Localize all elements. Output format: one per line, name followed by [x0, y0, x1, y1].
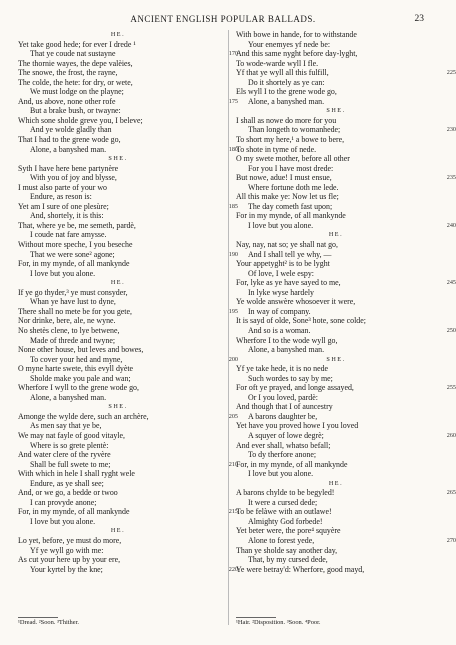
footnote-rule-right: [236, 617, 276, 618]
line-text: But nowe, adue! I must ensue,: [236, 173, 332, 183]
verse-line: [236, 288, 436, 298]
line-text: The day cometh fast upon;: [248, 201, 333, 211]
line-text: Amonge the wylde dere, such an archère,: [18, 411, 149, 421]
line-text: Or I you loved, pardè:: [248, 392, 318, 402]
verse-line: [18, 201, 238, 212]
verse-line: [18, 374, 218, 384]
verse-line: [236, 259, 436, 269]
verse-line: [18, 40, 218, 50]
verse-line: [236, 183, 436, 193]
line-text: For, in my mynde, of all mankynde: [18, 259, 130, 269]
speaker-label: [18, 402, 218, 412]
line-text: Nay, nay, nat so; ye shall nat go,: [236, 240, 338, 250]
line-text: And though that I of auncestry: [236, 402, 333, 412]
line-number: 195: [228, 307, 238, 315]
line-text: Of love, I wele espy:: [248, 268, 314, 278]
verse-line: [236, 297, 436, 307]
line-text: I love but you alone.: [30, 268, 96, 278]
line-text: It were a cursed dede;: [248, 497, 318, 507]
line-text: O my swete mother, before all other: [236, 154, 350, 164]
left-column: [18, 30, 238, 574]
line-text: For, in my mynde, of all mankynde: [18, 507, 130, 517]
line-text: And I shall tell ye why, —: [248, 249, 332, 259]
verse-line: [18, 59, 218, 69]
verse-line: [236, 316, 436, 326]
verse-line: [18, 211, 218, 221]
verse-line: [236, 307, 436, 317]
verse-line: [18, 546, 218, 556]
page-number: 23: [414, 14, 424, 24]
verse-line: [18, 173, 218, 183]
line-text: Alone, a banyshed man.: [30, 392, 107, 402]
line-text: There shall no mete be for you gete,: [18, 306, 132, 316]
verse-line: [236, 173, 456, 183]
line-text: That ye coude nat sustayne: [30, 49, 116, 59]
line-text: Where is so grete plentè:: [30, 440, 109, 450]
verse-line: [18, 316, 218, 326]
line-text: Endure, as ye shall see;: [30, 478, 104, 488]
verse-line: [18, 49, 238, 59]
line-number: 255: [446, 384, 456, 392]
line-text: Do it shortely as ye can:: [248, 77, 325, 87]
line-text: As men say that ye be,: [30, 421, 102, 431]
line-text: A squyer of lowe degrè;: [248, 430, 324, 440]
line-text: Yet beter were, the pore⁴ squyère: [236, 526, 341, 536]
verse-line: [236, 498, 436, 508]
speaker-label: [236, 106, 436, 116]
verse-line: [236, 30, 436, 40]
verse-line: [236, 192, 436, 202]
line-text: And this same nyght before day-lyght,: [236, 49, 358, 59]
line-number: 190: [228, 250, 238, 258]
line-text: Without more speche, I you beseche: [18, 240, 133, 250]
line-text: HE.: [328, 231, 344, 239]
line-text: We must lodge on the playne;: [30, 87, 124, 97]
verse-line: [236, 164, 436, 174]
verse-line: [18, 288, 218, 298]
line-text: I shall as nowe do more for you: [236, 115, 337, 125]
running-title: ANCIENT ENGLISH POPULAR BALLADS.: [130, 14, 316, 24]
line-text: For, in my mynde, of all mankynde: [236, 459, 348, 469]
line-text: I must also parte of your wo: [18, 182, 107, 192]
line-text: HE.: [328, 479, 344, 487]
line-text: For oft ye prayed, and longe assayed,: [236, 383, 354, 393]
line-text: I can provyde anone;: [30, 497, 97, 507]
line-text: Alone, a banyshed man.: [248, 345, 325, 355]
line-text: Such wordes to say by me;: [248, 373, 333, 383]
verse-line: [236, 383, 456, 393]
verse-line: [236, 535, 456, 546]
verse-line: [18, 421, 218, 431]
line-text: It is sayd of olde, Sone³ hote, sone colde;: [236, 316, 366, 326]
verse-line: [18, 96, 238, 107]
line-text: The thornie wayes, the depe valèies,: [18, 58, 133, 68]
line-text: The snowe, the frost, the rayne,: [18, 68, 118, 78]
verse-line: [236, 460, 436, 470]
line-text: Yf ye wyll go with me:: [30, 545, 104, 555]
line-number: 250: [446, 326, 456, 334]
line-text: Syth I have here bene partynère: [18, 163, 119, 173]
verse-line: [236, 441, 436, 451]
line-text: No shetès clene, to lye betwene,: [18, 325, 120, 335]
verse-line: [236, 250, 436, 260]
line-text: I love but you alone.: [248, 469, 314, 479]
line-text: O myne harte swete, this evyll dyète: [18, 364, 134, 374]
line-number: 235: [446, 174, 456, 182]
speaker-label: [236, 230, 436, 240]
line-text: SHE.: [108, 403, 128, 411]
verse-line: [18, 555, 218, 565]
line-number: 170: [228, 50, 238, 58]
line-number: 225: [446, 69, 456, 77]
speaker-label: [18, 30, 218, 40]
verse-line: [18, 326, 218, 336]
line-text: Endure, as reson is:: [30, 192, 92, 202]
page-header: [0, 14, 446, 28]
line-text: Made of threde and twyne;: [30, 335, 116, 345]
verse-line: [236, 555, 436, 565]
speaker-label: [18, 278, 218, 288]
verse-line: [236, 374, 436, 384]
verse-line: [236, 97, 436, 107]
line-text: Where fortune doth me lede.: [248, 182, 339, 192]
speaker-label: [18, 526, 218, 536]
line-text: And water clere of the ryvère: [18, 450, 111, 460]
verse-line: [18, 240, 218, 250]
verse-line: [236, 135, 436, 145]
column-divider: [228, 30, 229, 625]
line-number: 270: [446, 536, 456, 544]
line-text: SHE.: [326, 355, 346, 363]
verse-line: [236, 526, 436, 536]
line-text: Almighty God forbede!: [248, 516, 323, 526]
line-text: In way of company.: [248, 306, 311, 316]
verse-line: [18, 336, 218, 346]
verse-line: [236, 125, 456, 135]
verse-line: [18, 78, 218, 88]
speaker-label: [18, 154, 218, 164]
line-text: Alone, a banyshed man.: [30, 144, 107, 154]
verse-line: [236, 240, 436, 250]
verse-line: [236, 336, 436, 346]
verse-line: [236, 220, 456, 231]
line-text: Your appetyght² is to be lyght: [236, 259, 330, 269]
speaker-label: [236, 479, 436, 489]
line-text: HE.: [110, 31, 126, 38]
verse-line: [18, 498, 218, 508]
line-number: 175: [228, 97, 238, 105]
line-text: To cover your hed and myne,: [30, 354, 123, 364]
line-text: Your kyrtel by the kne;: [30, 564, 103, 574]
verse-line: [236, 202, 436, 212]
verse-line: [18, 469, 218, 479]
verse-line: [236, 211, 436, 221]
right-column: [236, 30, 456, 574]
verse-line: [236, 517, 436, 527]
line-text: Yf that ye wyll all this fulfill,: [236, 68, 329, 78]
verse-line: [18, 345, 218, 355]
line-text: And ever shall, whatso befall;: [236, 440, 331, 450]
line-number: 245: [446, 279, 456, 287]
verse-line: [18, 230, 218, 240]
line-text: And, us above, none other rofe: [18, 96, 116, 106]
line-text: To shote in tyme of nede.: [236, 144, 317, 154]
verse-line: [18, 125, 218, 135]
line-text: That we were sone² agone;: [30, 249, 115, 259]
verse-line: [236, 49, 436, 59]
verse-line: [18, 297, 218, 307]
verse-line: [236, 278, 456, 288]
verse-line: [236, 546, 436, 556]
verse-line: [18, 221, 218, 231]
line-text: That, where ye be, me semeth, pardè,: [18, 220, 136, 230]
line-text: Alone to forest yede,: [248, 535, 315, 545]
verse-line: [236, 145, 436, 155]
line-text: To short my here,¹ a bowe to bere,: [236, 135, 345, 145]
verse-line: [18, 106, 218, 116]
line-text: If ye go thyder,³ ye must consyder,: [18, 287, 128, 297]
verse-line: [18, 536, 218, 546]
line-text: Yf ye take hede, it is no nede: [236, 364, 329, 374]
verse-line: [236, 68, 456, 78]
line-number: 230: [446, 126, 456, 134]
verse-line: [18, 431, 218, 441]
verse-line: [18, 479, 218, 489]
line-text: We may nat fayle of good vitayle,: [18, 430, 125, 440]
line-text: For, lyke as ye have sayed to me,: [236, 278, 341, 288]
line-text: SHE.: [108, 155, 128, 163]
line-text: Yet am I sure of one plesùre;: [18, 201, 109, 211]
line-text: And so is a woman.: [248, 325, 311, 335]
line-text: Whan ye have lust to dyne,: [30, 297, 116, 307]
verse-line: [18, 164, 218, 174]
line-text: Nor drinke, bere, ale, ne wyne.: [18, 316, 116, 326]
line-text: Than longeth to womanhede;: [248, 125, 341, 135]
line-text: A barons daughter be,: [248, 411, 318, 421]
verse-line: [236, 393, 436, 403]
line-number: 265: [446, 489, 456, 497]
line-text: All this make ye: Now let us fle;: [236, 192, 339, 202]
verse-line: [18, 441, 218, 451]
verse-line: [236, 402, 436, 412]
line-text: And, shortely, it is this:: [30, 211, 104, 221]
verse-line: [236, 78, 436, 88]
line-number: 205: [228, 412, 238, 420]
verse-line: [18, 269, 218, 279]
line-text: But a brake bush, or twayne:: [30, 106, 121, 116]
line-number: 260: [446, 431, 456, 439]
verse-line: [18, 364, 218, 374]
verse-line: [18, 144, 238, 155]
line-text: I love but you alone.: [30, 516, 96, 526]
line-text: And, or we go, a bedde or twoo: [18, 488, 118, 498]
line-text: Wherfore I to the wode wyll go,: [236, 335, 338, 345]
line-text: In lyke wyse hardely: [248, 287, 314, 297]
line-text: SHE.: [326, 107, 346, 115]
line-text: For you I have most drede:: [248, 163, 334, 173]
line-number: 185: [228, 202, 238, 210]
footnote-rule-left: [18, 617, 58, 618]
line-text: With which in hele I shall ryght wele: [18, 469, 135, 479]
line-text: Sholde make you pale and wan;: [30, 373, 131, 383]
verse-line: [236, 488, 456, 498]
verse-line: [18, 564, 238, 575]
verse-line: [18, 249, 238, 260]
verse-line: [236, 154, 436, 164]
verse-line: [18, 393, 218, 403]
line-text: To dy therfore anone;: [248, 450, 317, 460]
verse-line: [236, 565, 436, 575]
line-text: HE.: [110, 527, 126, 535]
verse-line: [18, 354, 238, 365]
line-text: Wherfore I wyll to the grene wode go,: [18, 383, 139, 393]
line-text: Lo yet, before, ye must do more,: [18, 535, 122, 545]
verse-line: [236, 345, 436, 355]
line-text: With bowe in hande, for to withstande: [236, 30, 357, 39]
line-text: To wode-warde wyll I fle.: [236, 58, 319, 68]
verse-line: [18, 116, 218, 126]
verse-line: [18, 87, 218, 97]
line-text: Which sone sholde greve you, I beleve;: [18, 115, 143, 125]
verse-line: [18, 306, 238, 317]
verse-line: [236, 269, 436, 279]
verse-line: [236, 507, 436, 517]
line-text: Than ye sholde say another day,: [236, 545, 338, 555]
line-text: HE.: [110, 279, 126, 287]
line-text: Els wyll I to the grene wode go,: [236, 87, 337, 97]
line-number: 240: [446, 221, 456, 229]
speaker-label: [236, 355, 436, 365]
verse-line: [236, 87, 436, 97]
verse-line: [236, 59, 436, 69]
line-text: Yet take good hede; for ever I drede ¹: [18, 39, 136, 49]
line-number: 200: [228, 355, 238, 363]
line-text: Ye were betray'd: Wherfore, good mayd,: [236, 564, 365, 574]
line-text: Your enemyes yf nede be:: [248, 39, 331, 49]
verse-line: [18, 517, 218, 527]
line-number: 220: [228, 565, 238, 573]
footnotes-left: ¹Dread. ²Soon. ³Thither.: [18, 619, 79, 626]
verse-line: [18, 383, 218, 393]
verse-line: [236, 412, 436, 422]
line-text: That, by my cursed dede,: [248, 555, 328, 565]
verse-line: [18, 459, 238, 470]
line-text: With you of joy and blysse,: [30, 173, 117, 183]
line-text: That I had to the grene wode go,: [18, 135, 121, 145]
verse-line: [236, 450, 436, 460]
line-text: None other house, but leves and bowes,: [18, 345, 144, 355]
verse-line: [236, 469, 436, 479]
verse-line: [236, 116, 436, 126]
verse-line: [18, 135, 218, 145]
verse-line: [18, 68, 218, 78]
line-text: And ye wolde gladly than: [30, 125, 112, 135]
verse-line: [236, 364, 436, 374]
line-text: As cut your here up by your ere,: [18, 555, 121, 565]
line-number: 210: [228, 460, 238, 468]
line-text: Ye wolde answère whosoever it were,: [236, 297, 356, 307]
line-text: I coude nat fare amysse.: [30, 230, 107, 240]
verse-line: [18, 507, 238, 517]
verse-line: [18, 192, 218, 202]
line-number: 215: [228, 508, 238, 516]
line-text: For in my mynde, of all mankynde: [236, 211, 346, 221]
verse-line: [18, 259, 218, 269]
verse-line: [18, 450, 218, 460]
line-text: A barons chylde to be begyled!: [236, 488, 335, 498]
footnotes-right: ¹Hair. ²Disposition. ³Soon. ⁴Poor.: [236, 619, 321, 626]
line-text: Shall be full swete to me;: [30, 459, 111, 469]
verse-line: [236, 40, 436, 50]
line-number: 180: [228, 145, 238, 153]
verse-line: [18, 183, 218, 193]
line-text: To be felàwe with an outlawe!: [236, 507, 332, 517]
line-text: I love but you alone.: [248, 220, 314, 230]
line-text: The colde, the hete: for dry, or wete,: [18, 77, 133, 87]
line-text: Alone, a banyshed man.: [248, 96, 325, 106]
verse-line: [236, 421, 436, 431]
verse-line: [18, 411, 238, 422]
verse-line: [236, 325, 456, 336]
verse-line: [236, 430, 456, 441]
verse-line: [18, 488, 218, 498]
line-text: Yet have you proved howe I you loved: [236, 421, 359, 431]
